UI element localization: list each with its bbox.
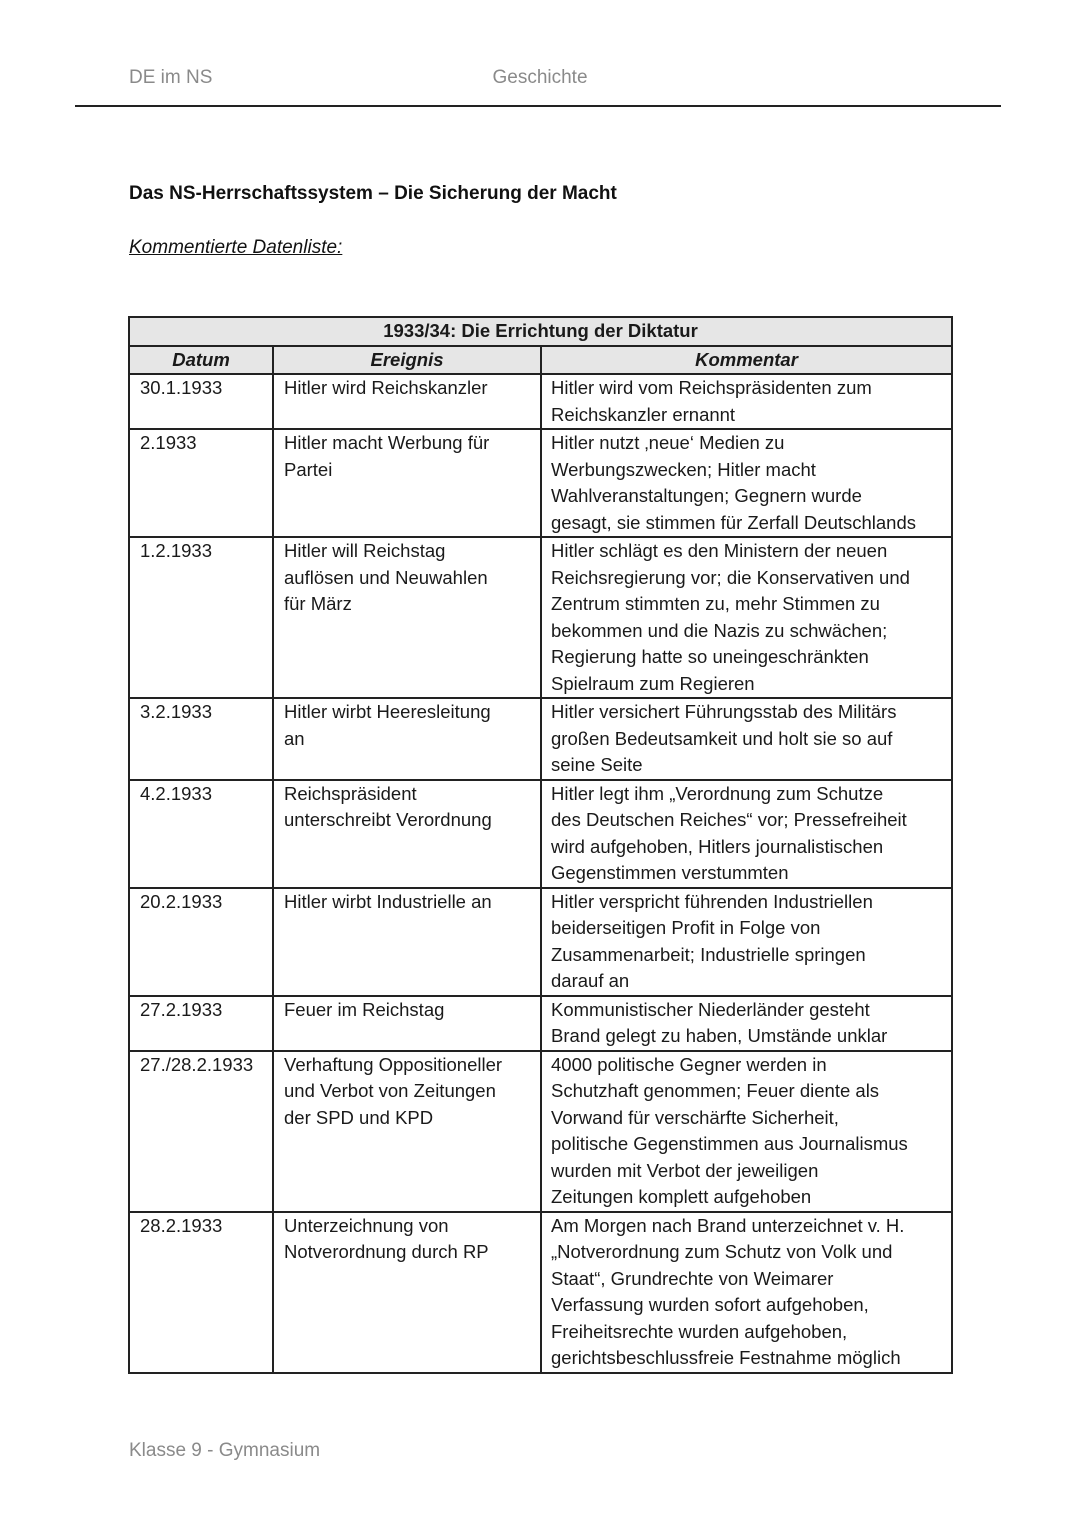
cell-datum: 27./28.2.1933 <box>129 1051 273 1212</box>
cell-datum: 30.1.1933 <box>129 374 273 429</box>
cell-ereignis: Hitler wirbt Industrielle an <box>273 888 541 996</box>
cell-kommentar: Hitler verspricht führenden Industriellen beiderseitigen Profit in Folge von Zusammenarbeit; Industrielle springen darauf an <box>541 888 952 996</box>
cell-datum: 3.2.1933 <box>129 698 273 780</box>
cell-datum: 28.2.1933 <box>129 1212 273 1373</box>
table-row <box>129 429 952 537</box>
cell-datum: 1.2.1933 <box>129 537 273 698</box>
cell-ereignis: Reichspräsident unterschreibt Verordnung <box>273 780 541 888</box>
cell-ereignis: Hitler will Reichstag auflösen und Neuwahlen für März <box>273 537 541 698</box>
page-title: Das NS-Herrschaftssystem – Die Sicherung der Macht <box>129 183 617 204</box>
cell-ereignis: Unterzeichnung von Notverordnung durch RP <box>273 1212 541 1373</box>
header-divider <box>75 105 1001 107</box>
cell-kommentar: Am Morgen nach Brand unterzeichnet v. H. „Notverordnung zum Schutz von Volk und Staat“, Grundrechte von Weimarer Verfassung wurden sofort aufgehoben, Freiheitsrechte wurden aufgehoben, gerichtsbeschlussfreie Festnahme möglich <box>541 1212 952 1373</box>
table-row <box>129 1051 952 1212</box>
cell-kommentar: Kommunistischer Niederländer gesteht Brand gelegt zu haben, Umstände unklar <box>541 996 952 1051</box>
cell-datum: 2.1933 <box>129 429 273 537</box>
column-header-kommentar: Kommentar <box>541 346 952 375</box>
table-row <box>129 537 952 698</box>
data-table <box>128 316 953 1374</box>
cell-ereignis: Feuer im Reichstag <box>273 996 541 1051</box>
cell-ereignis: Hitler macht Werbung für Partei <box>273 429 541 537</box>
cell-kommentar: 4000 politische Gegner werden in Schutzhaft genommen; Feuer diente als Vorwand für verschärfte Sicherheit, politische Gegenstimmen aus Journalismus wurden mit Verbot der jeweiligen Zeitungen komplett aufgehoben <box>541 1051 952 1212</box>
header-course-label: DE im NS <box>129 67 213 88</box>
cell-kommentar: Hitler nutzt ‚neue‘ Medien zu Werbungszwecken; Hitler macht Wahlveranstaltungen; Gegnern wurde gesagt, sie stimmen für Zerfall Deutschlands <box>541 429 952 537</box>
cell-kommentar: Hitler legt ihm „Verordnung zum Schutze des Deutschen Reiches“ vor; Pressefreiheit wird aufgehoben, Hitlers journalistischen Gegenstimmen verstummten <box>541 780 952 888</box>
page-subtitle: Kommentierte Datenliste: <box>129 237 343 258</box>
column-header-datum: Datum <box>129 346 273 375</box>
table-caption: 1933/34: Die Errichtung der Diktatur <box>129 317 952 346</box>
table-row <box>129 996 952 1051</box>
table-row <box>129 1212 952 1373</box>
table-row <box>129 698 952 780</box>
table-row <box>129 888 952 996</box>
footer-class-label: Klasse 9 - Gymnasium <box>129 1440 321 1461</box>
column-header-ereignis: Ereignis <box>273 346 541 375</box>
cell-ereignis: Hitler wird Reichskanzler <box>273 374 541 429</box>
cell-datum: 4.2.1933 <box>129 780 273 888</box>
table-row <box>129 780 952 888</box>
cell-ereignis: Hitler wirbt Heeresleitung an <box>273 698 541 780</box>
header-subject-label: Geschichte <box>492 67 588 88</box>
cell-kommentar: Hitler wird vom Reichspräsidenten zum Reichskanzler ernannt <box>541 374 952 429</box>
cell-kommentar: Hitler schlägt es den Ministern der neuen Reichsregierung vor; die Konservativen und Zentrum stimmten zu, mehr Stimmen zu bekommen und die Nazis zu schwächen; Regierung hatte so uneingeschränkten Spielraum zum Regieren <box>541 537 952 698</box>
cell-kommentar: Hitler versichert Führungsstab des Militärs großen Bedeutsamkeit und holt sie so auf seine Seite <box>541 698 952 780</box>
cell-ereignis: Verhaftung Oppositioneller und Verbot von Zeitungen der SPD und KPD <box>273 1051 541 1212</box>
cell-datum: 27.2.1933 <box>129 996 273 1051</box>
table-row <box>129 374 952 429</box>
cell-datum: 20.2.1933 <box>129 888 273 996</box>
